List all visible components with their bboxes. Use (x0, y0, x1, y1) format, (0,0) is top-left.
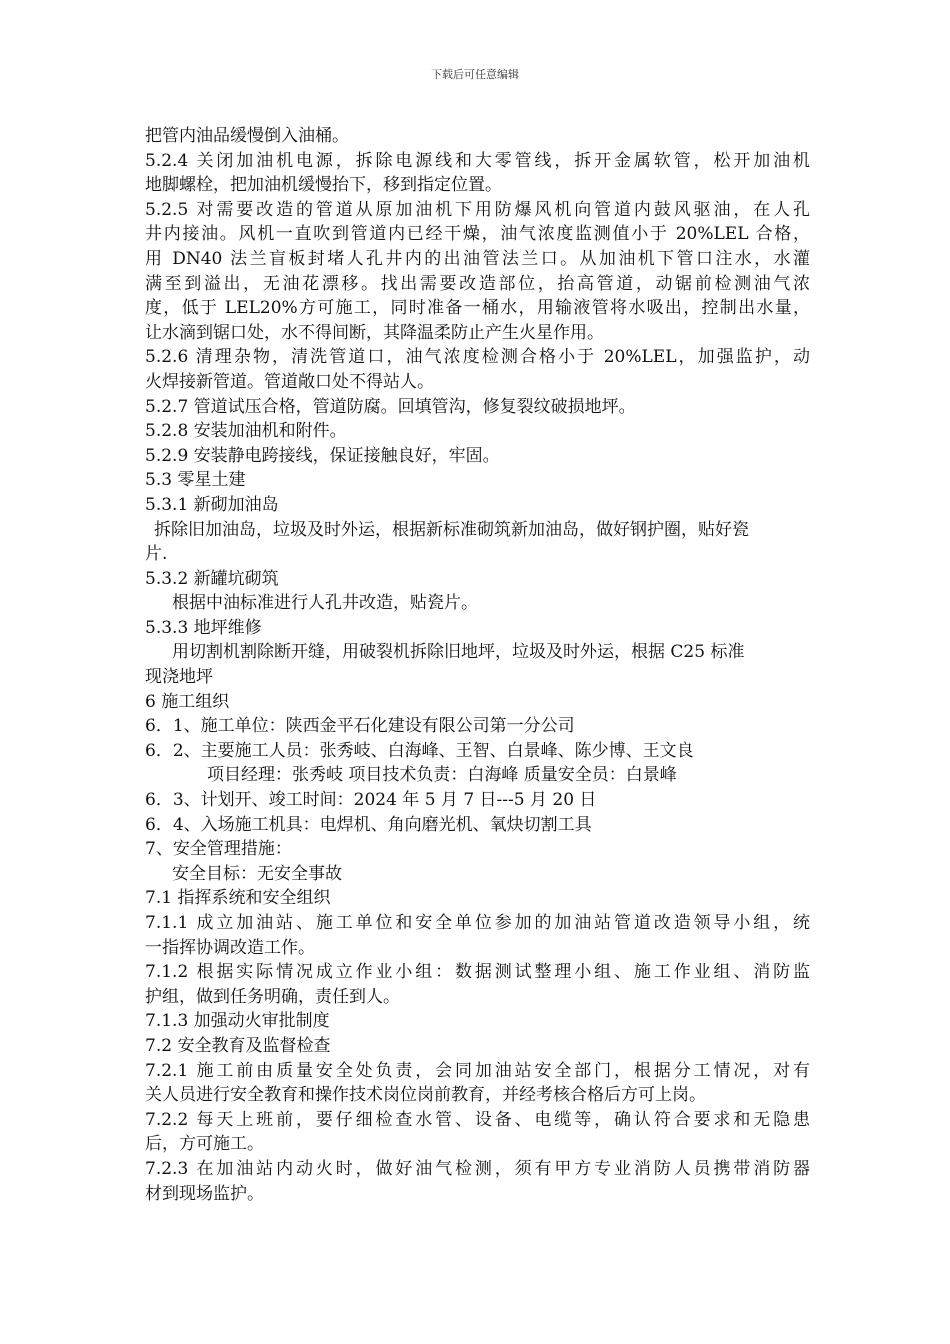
text-line: 5.2.8 安装加油机和附件。 (145, 421, 347, 442)
text-line: 现浇地坪 (145, 667, 213, 688)
text-line: 5.2.4 关闭加油机电源，拆除电源线和大零管线，拆开金属软管，松开加油机 (145, 150, 810, 171)
text-line: 6．4、入场施工机具：电焊机、角向磨光机、氧炔切割工具 (145, 814, 592, 835)
text-line: 度，低于 LEL20%方可施工，同时准备一桶水，用输液管将水吸出，控制出水量， (145, 298, 810, 319)
text-line: 根据中油标准进行人孔井改造，贴瓷片。 (172, 593, 478, 614)
document-body (145, 124, 810, 1206)
text-line: 用 DN40 法兰盲板封堵人孔井内的出油管法兰口。从加油机下管口注水，水灌 (145, 248, 810, 269)
text-line: 7.1.3 加强动火审批制度 (145, 1011, 330, 1032)
text-line: 把管内油品缓慢倒入油桶。 (145, 126, 349, 146)
text-line: 地脚螺栓，把加油机缓慢抬下，移到指定位置。 (145, 175, 502, 196)
text-line: 火焊接新管道。管道敞口处不得站人。 (145, 371, 434, 392)
text-line: 5.3.3 地坪维修 (145, 617, 262, 638)
text-line: 5.3.2 新罐坑砌筑 (145, 568, 279, 589)
text-line: 7.1.1 成立加油站、施工单位和安全单位参加的加油站管道改造领导小组，统 (145, 913, 810, 933)
text-line: 后，方可施工。 (145, 1134, 264, 1155)
text-line: 项目经理：张秀岐 项目技术负责：白海峰 质量安全员：白景峰 (207, 765, 677, 786)
text-line: 材到现场监护。 (145, 1183, 264, 1204)
text-line: 护组，做到任务明确，责任到人。 (145, 986, 400, 1007)
text-line: 7.2.1 施工前由质量安全处负责，会同加油站安全部门，根据分工情况，对有 (145, 1060, 810, 1081)
text-line: 7.1 指挥系统和安全组织 (145, 888, 331, 909)
text-line: 6．1、施工单位：陕西金平石化建设有限公司第一分公司 (145, 716, 575, 737)
text-line: 6 施工组织 (145, 691, 230, 712)
text-line: 5.2.9 安装静电跨接线，保证接触良好，牢固。 (145, 445, 500, 466)
text-line: 5.2.7 管道试压合格，管道防腐。回填管沟，修复裂纹破损地坪。 (145, 396, 636, 417)
text-line: 6．3、计划开、竣工时间：2024 年 5 月 7 日---5 月 20 日 (145, 790, 597, 811)
text-line: 7.1.2 根据实际情况成立作业小组：数据测试整理小组、施工作业组、消防监 (145, 962, 810, 983)
text-line: 片. (145, 544, 168, 565)
text-line: 拆除旧加油岛，垃圾及时外运，根据新标准砌筑新加油岛，做好钢护圈，贴好瓷 (154, 519, 749, 540)
page-header: 下载后可任意编辑 (431, 68, 519, 81)
text-line: 用切割机割除断开缝，用破裂机拆除旧地坪，垃圾及时外运，根据 C25 标准 (172, 642, 745, 663)
text-line: 安全目标：无安全事故 (172, 863, 342, 884)
text-line: 5.2.5 对需要改造的管道从原加油机下用防爆风机向管道内鼓风驱油，在人孔 (145, 199, 810, 220)
text-line: 7.2.3 在加油站内动火时，做好油气检测，须有甲方专业消防人员携带消防器 (145, 1158, 810, 1179)
text-line: 6．2、主要施工人员：张秀岐、白海峰、王智、白景峰、陈少博、王文良 (145, 740, 694, 761)
text-line: 7.2.2 每天上班前，要仔细检查水管、设备、电缆等，确认符合要求和无隐患 (145, 1109, 810, 1130)
text-line: 5.2.6 清理杂物，清洗管道口，油气浓度检测合格小于 20%LEL，加强监护，动 (145, 347, 810, 368)
text-line: 7.2 安全教育及监督检查 (145, 1035, 331, 1056)
text-line: 满至到溢出，无油花漂移。找出需要改造部位，抬高管道，动锯前检测油气浓 (145, 273, 810, 294)
text-line: 5.3.1 新砌加油岛 (145, 494, 279, 515)
text-line: 5.3 零星土建 (145, 470, 246, 491)
text-line: 让水滴到锯口处，水不得间断，其降温柔防止产生火星作用。 (145, 322, 604, 343)
text-line: 一指挥协调改造工作。 (145, 937, 315, 958)
text-line: 井内接油。风机一直吹到管道内已经干燥，油气浓度监测值小于 20%LEL 合格， (145, 224, 810, 245)
text-line: 关人员进行安全教育和操作技术岗位岗前教育，并经考核合格后方可上岗。 (145, 1085, 706, 1106)
text-line: 7、安全管理措施： (145, 839, 292, 860)
